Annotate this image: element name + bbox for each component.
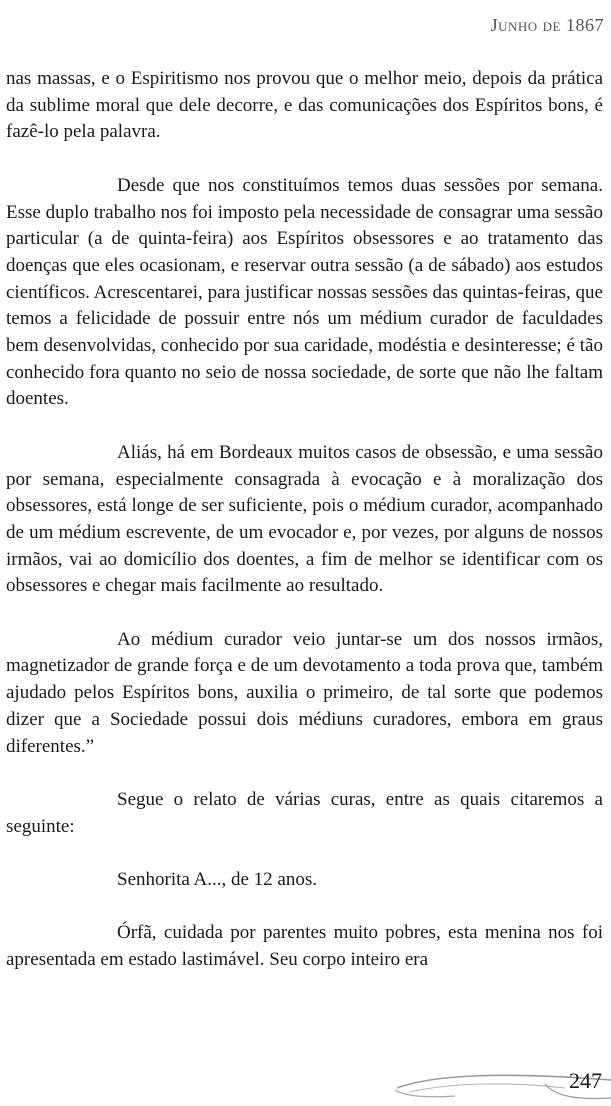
paragraph-continuation: nas massas, e o Espiritismo nos provou que o melhor meio, depois da prática da sublime moral que dele decorre, e das comunicações dos Espíritos bons, é fazê-lo pela palavra. xyxy=(6,68,603,143)
paragraph-sessions: Desde que nos constituímos temos duas sessões por semana. Esse duplo trabalho nos foi imposto pela necessidade de consagrar uma sessão particular (a de quinta-feira) aos Espíritos obsessores e ao tratamento das doenças que eles ocasionam, e reservar outra sessão (a de sábado) aos estudos científicos. Acrescentarei, para justificar nossas sessões das quintas-feiras, que temos a felicidade de possuir entre nós um médium curador de faculdades bem desenvolvidas, conhecido por sua caridade, modéstia e desinteresse; é tão conhecido fora quanto no seio de nossa sociedade, de sorte que não lhe faltam doentes. xyxy=(6,174,603,410)
paragraph-case-description: Órfã, cuidada por parentes muito pobres, esta menina nos foi apresentada em estado lastimável. Seu corpo inteiro era xyxy=(6,922,603,971)
paragraph-case-title: Senhorita A..., de 12 anos. xyxy=(117,869,318,891)
page-number: 247 xyxy=(569,1068,602,1093)
running-header: Junho de 1867 xyxy=(490,15,604,35)
paragraph-magnetizer: Ao médium curador veio juntar-se um dos nossos irmãos, magnetizador de grande força e de um devotamento a toda prova que, também ajudado pelos Espíritos bons, auxilia o primeiro, de tal sorte que podemos dizer que a Sociedade possui dois médiuns curadores, embora em graus diferentes.” xyxy=(6,628,603,757)
paragraph-bordeaux-obsession: Aliás, há em Bordeaux muitos casos de obsessão, e uma sessão por semana, especialmente consagrada à evocação e à moralização dos obsessores, está longe de ser suficiente, pois o médium curador, acompanhado de um médium escrevente, de um evocador e, por vezes, por alguns de nossos irmãos, vai ao domicílio dos doentes, a fim de melhor se identificar com os obsessores e chegar mais facilmente ao resultado. xyxy=(6,441,603,597)
paragraph-cures-intro: Segue o relato de várias curas, entre as quais citaremos a seguinte: xyxy=(6,788,603,837)
page-body-text xyxy=(6,66,603,974)
